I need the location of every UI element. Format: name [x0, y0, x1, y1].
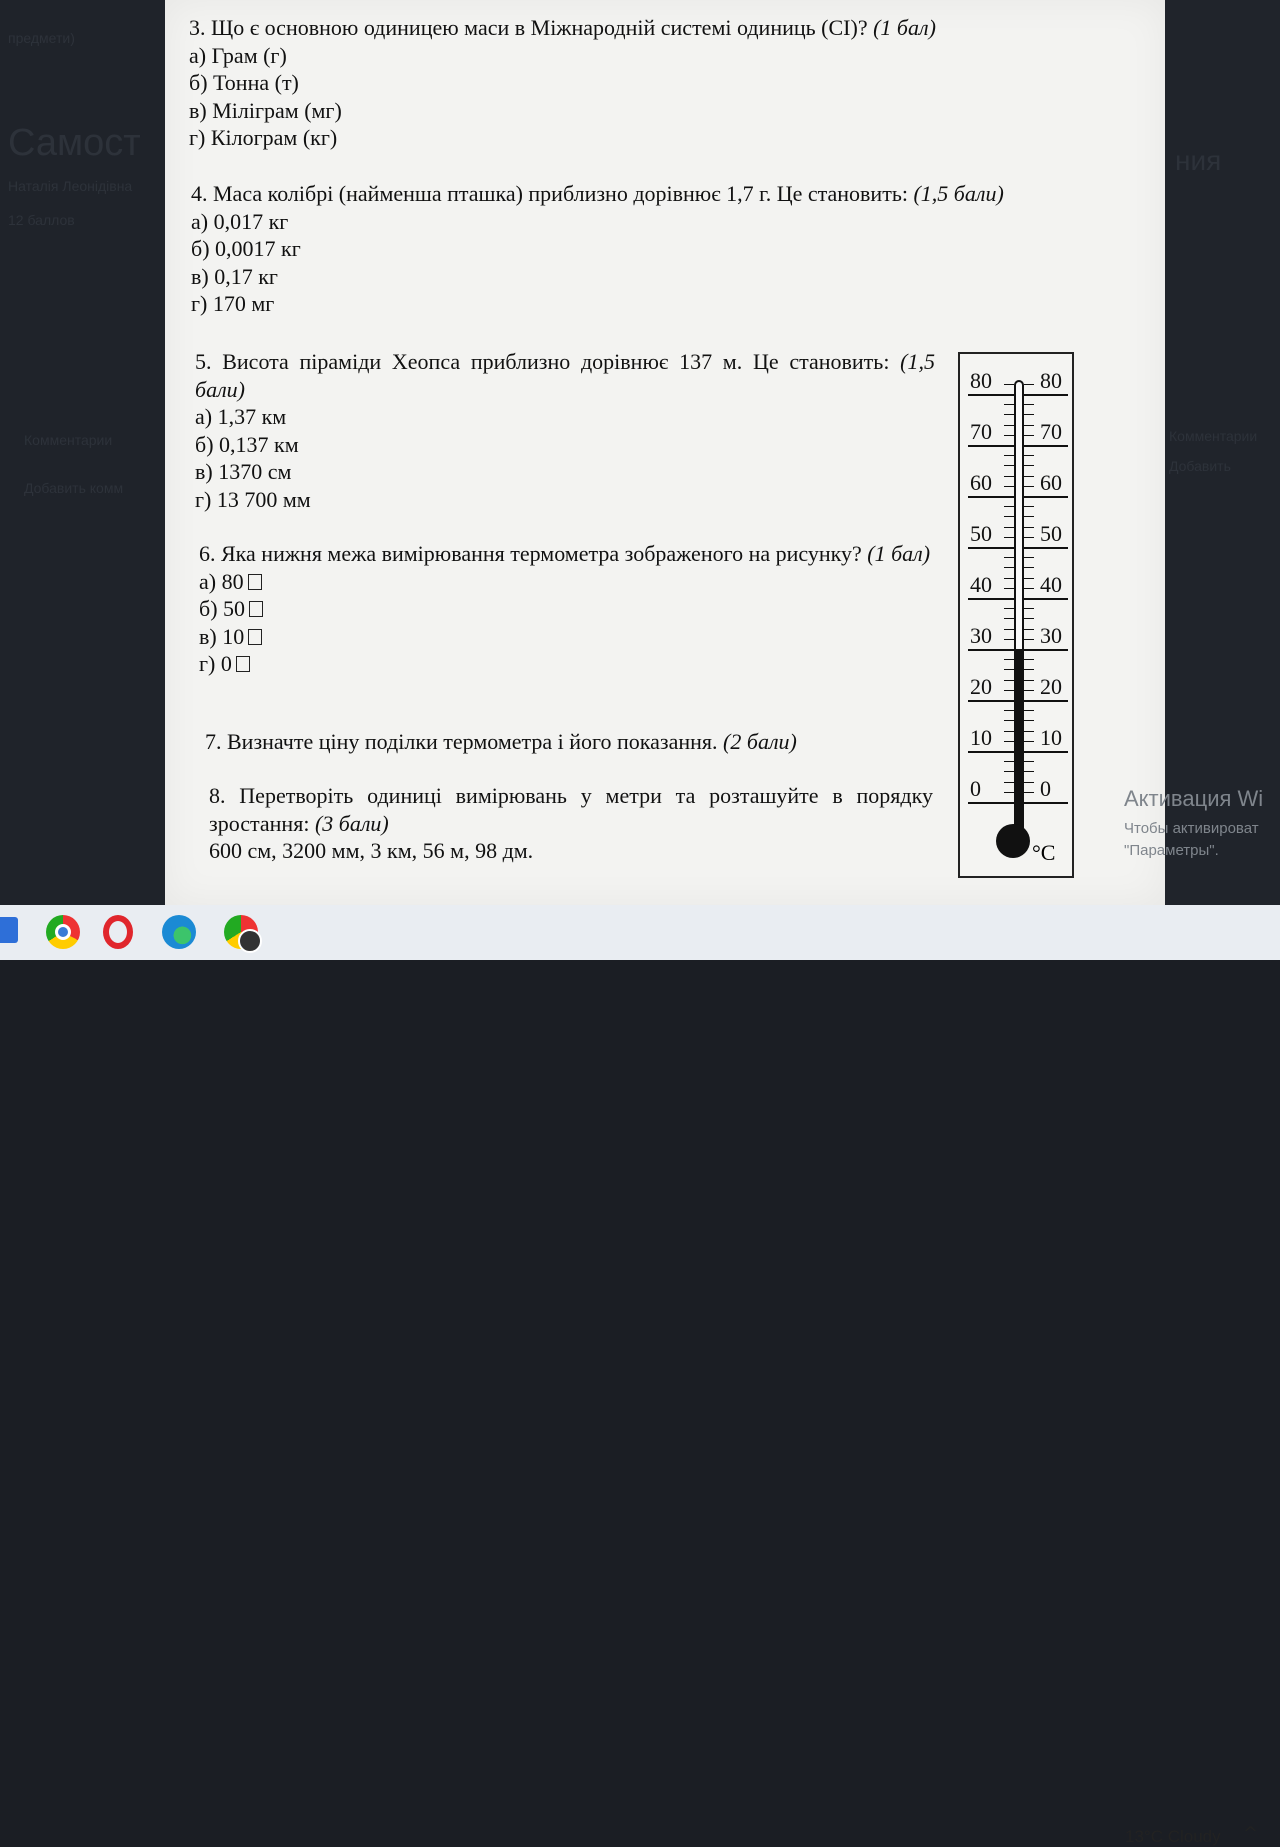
major-tick: [1024, 751, 1068, 753]
minor-tick: [1024, 618, 1034, 619]
minor-tick: [1024, 537, 1034, 538]
minor-tick: [1004, 639, 1014, 640]
minor-tick: [1004, 588, 1014, 589]
major-tick: [968, 700, 1014, 702]
option: а) 0,017 кг: [191, 208, 289, 234]
major-tick: [1024, 598, 1068, 600]
windows-activation-watermark: Активация Wi Чтобы активироват "Параметры".: [1124, 786, 1264, 859]
degree-box-icon: [248, 629, 262, 645]
minor-tick: [1024, 629, 1034, 630]
question-5: [195, 348, 935, 513]
major-tick: [968, 751, 1014, 753]
major-tick: [968, 445, 1014, 447]
major-tick: [1024, 496, 1068, 498]
minor-tick: [1024, 731, 1034, 732]
minor-tick: [1024, 486, 1034, 487]
scale-label-left: 50: [970, 521, 992, 546]
scale-label-right: 70: [1040, 419, 1062, 444]
minor-tick: [1004, 608, 1014, 609]
minor-tick: [1024, 557, 1034, 558]
bg-heading: Самост: [8, 122, 141, 164]
minor-tick: [1024, 465, 1034, 466]
question-title: 5. Висота піраміди Хеопса приблизно дорівнює 137 м. Це становить:: [195, 349, 890, 374]
minor-tick: [1024, 588, 1034, 589]
thermometer-mercury: [1016, 649, 1022, 829]
minor-tick: [1004, 741, 1014, 742]
option: г) 170 мг: [191, 291, 275, 316]
scale-label-left: 30: [970, 623, 992, 648]
minor-tick: [1024, 639, 1034, 640]
major-tick: [968, 547, 1014, 549]
background-right-panel: ния Комментарии Добавить: [1165, 0, 1280, 905]
minor-tick: [1004, 537, 1014, 538]
minor-tick: [1024, 741, 1034, 742]
option: г) Кілограм (кг): [189, 125, 338, 150]
minor-tick: [1004, 455, 1014, 456]
question-title: 7. Визначте ціну поділки термометра і його показання.: [205, 729, 718, 754]
scale-label-left: 60: [970, 470, 992, 495]
minor-tick: [1004, 761, 1014, 762]
question-points: (1 бал): [873, 15, 936, 40]
major-tick: [1024, 802, 1068, 804]
major-tick: [1024, 394, 1068, 396]
degree-box-icon: [236, 656, 250, 672]
minor-tick: [1004, 618, 1014, 619]
thermometer-bulb: [996, 824, 1030, 858]
question-points: (1,5 бали): [913, 181, 1004, 206]
major-tick: [968, 496, 1014, 498]
question-points: (2 бали): [723, 729, 797, 754]
minor-tick: [1024, 782, 1034, 783]
option: а) 80: [199, 568, 244, 594]
question-4: [191, 180, 1004, 318]
option: в) 10: [199, 623, 245, 649]
minor-tick: [1004, 690, 1014, 691]
minor-tick: [1004, 486, 1014, 487]
question-7: [205, 728, 797, 756]
scale-label-left: 70: [970, 419, 992, 444]
minor-tick: [1024, 425, 1034, 426]
minor-tick: [1004, 557, 1014, 558]
minor-tick: [1004, 792, 1014, 793]
minor-tick: [1004, 669, 1014, 670]
scale-label-right: 20: [1040, 674, 1062, 699]
minor-tick: [1004, 516, 1014, 517]
minor-tick: [1004, 425, 1014, 426]
minor-tick: [1024, 792, 1034, 793]
question-8: [209, 782, 933, 865]
file-explorer-icon[interactable]: [0, 917, 18, 943]
unit-label: °C: [1032, 840, 1056, 865]
minor-tick: [1004, 771, 1014, 772]
question-points: (3 бали): [314, 810, 389, 836]
minor-tick: [1024, 720, 1034, 721]
minor-tick: [1024, 659, 1034, 660]
degree-box-icon: [248, 574, 262, 590]
option: в) Міліграм (мг): [189, 97, 342, 123]
major-tick: [968, 598, 1014, 600]
weather-widget[interactable]: 13°C Cloudy: [1125, 1827, 1221, 1846]
minor-tick: [1024, 669, 1034, 670]
question-title: 6. Яка нижня межа вимірювання термометра зображеного на рисунку?: [199, 541, 862, 566]
option: г) 13 700 мм: [195, 486, 311, 512]
minor-tick: [1024, 690, 1034, 691]
major-tick: [1024, 649, 1068, 651]
question-6: [199, 540, 939, 678]
minor-tick: [1004, 659, 1014, 660]
minor-tick: [1004, 404, 1014, 405]
scale-label-right: 0: [1040, 776, 1051, 801]
chrome-icon[interactable]: [46, 915, 80, 949]
question-points: (1 бал): [867, 541, 931, 566]
minor-tick: [1004, 629, 1014, 630]
option: а) Грам (г): [189, 42, 287, 68]
degree-box-icon: [249, 601, 263, 617]
minor-tick: [1004, 506, 1014, 507]
option: г) 0: [199, 651, 232, 676]
minor-tick: [1024, 578, 1034, 579]
minor-tick: [1024, 771, 1034, 772]
option: б) Тонна (т): [189, 70, 299, 95]
thermometer-figure: [958, 352, 1074, 878]
minor-tick: [1004, 567, 1014, 568]
scale-label-left: 40: [970, 572, 992, 597]
question-title: 8. Перетворіть одиниці вимірювань у метри та розташуйте в порядку зростання:: [209, 783, 933, 836]
minor-tick: [1024, 455, 1034, 456]
minor-tick: [1004, 710, 1014, 711]
minor-tick: [1024, 404, 1034, 405]
minor-tick: [1024, 710, 1034, 711]
minor-tick: [1004, 680, 1014, 681]
tray-chevron-icon[interactable]: ^: [1243, 1823, 1259, 1844]
option: в) 1370 см: [195, 459, 292, 484]
minor-tick: [1004, 384, 1014, 385]
taskbar: [0, 905, 1280, 1846]
scale-label-right: 80: [1040, 368, 1062, 393]
minor-tick: [1004, 782, 1014, 783]
major-tick: [968, 649, 1014, 651]
units-list: 600 см, 3200 мм, 3 км, 56 м, 98 дм.: [209, 838, 534, 863]
minor-tick: [1024, 476, 1034, 477]
scale-label-right: 30: [1040, 623, 1062, 648]
minor-tick: [1024, 516, 1034, 517]
minor-tick: [1024, 761, 1034, 762]
minor-tick: [1004, 527, 1014, 528]
option: б) 0,137 км: [195, 431, 299, 457]
minor-tick: [1024, 567, 1034, 568]
minor-tick: [1004, 578, 1014, 579]
minor-tick: [1024, 435, 1034, 436]
scale-label-right: 10: [1040, 725, 1062, 750]
minor-tick: [1004, 465, 1014, 466]
minor-tick: [1004, 414, 1014, 415]
major-tick: [1024, 700, 1068, 702]
minor-tick: [1024, 527, 1034, 528]
scale-label-left: 80: [970, 368, 992, 393]
opera-icon[interactable]: [103, 915, 133, 949]
chrome-profile-icon[interactable]: [224, 915, 258, 949]
minor-tick: [1004, 435, 1014, 436]
option: в) 0,17 кг: [191, 263, 278, 289]
background-left-panel: предмети) Самост Наталія Леонідівна 12 баллов Комментарии Добавить комм: [0, 0, 165, 905]
minor-tick: [1004, 476, 1014, 477]
question-3: [189, 14, 936, 152]
major-tick: [968, 394, 1014, 396]
minor-tick: [1024, 506, 1034, 507]
minor-tick: [1004, 731, 1014, 732]
major-tick: [968, 802, 1014, 804]
question-title: 4. Маса колібрі (найменша пташка) приблизно дорівнює 1,7 г. Це становить:: [191, 181, 908, 206]
question-points: (1,5 бали): [195, 349, 935, 402]
minor-tick: [1024, 414, 1034, 415]
scale-label-right: 40: [1040, 572, 1062, 597]
option: а) 1,37 км: [195, 404, 287, 429]
minor-tick: [1024, 384, 1034, 385]
scale-label-left: 20: [970, 674, 992, 699]
scale-label-right: 60: [1040, 470, 1062, 495]
minor-tick: [1004, 720, 1014, 721]
major-tick: [1024, 445, 1068, 447]
scale-label-right: 50: [1040, 521, 1062, 546]
option: б) 50: [199, 596, 246, 621]
scale-label-left: 0: [970, 776, 981, 801]
edge-icon[interactable]: [162, 915, 196, 949]
minor-tick: [1024, 680, 1034, 681]
scale-label-left: 10: [970, 725, 992, 750]
minor-tick: [1024, 608, 1034, 609]
question-title: 3. Що є основною одиницею маси в Міжнародній системі одиниць (СІ)?: [189, 15, 868, 40]
major-tick: [1024, 547, 1068, 549]
option: б) 0,0017 кг: [191, 236, 301, 261]
